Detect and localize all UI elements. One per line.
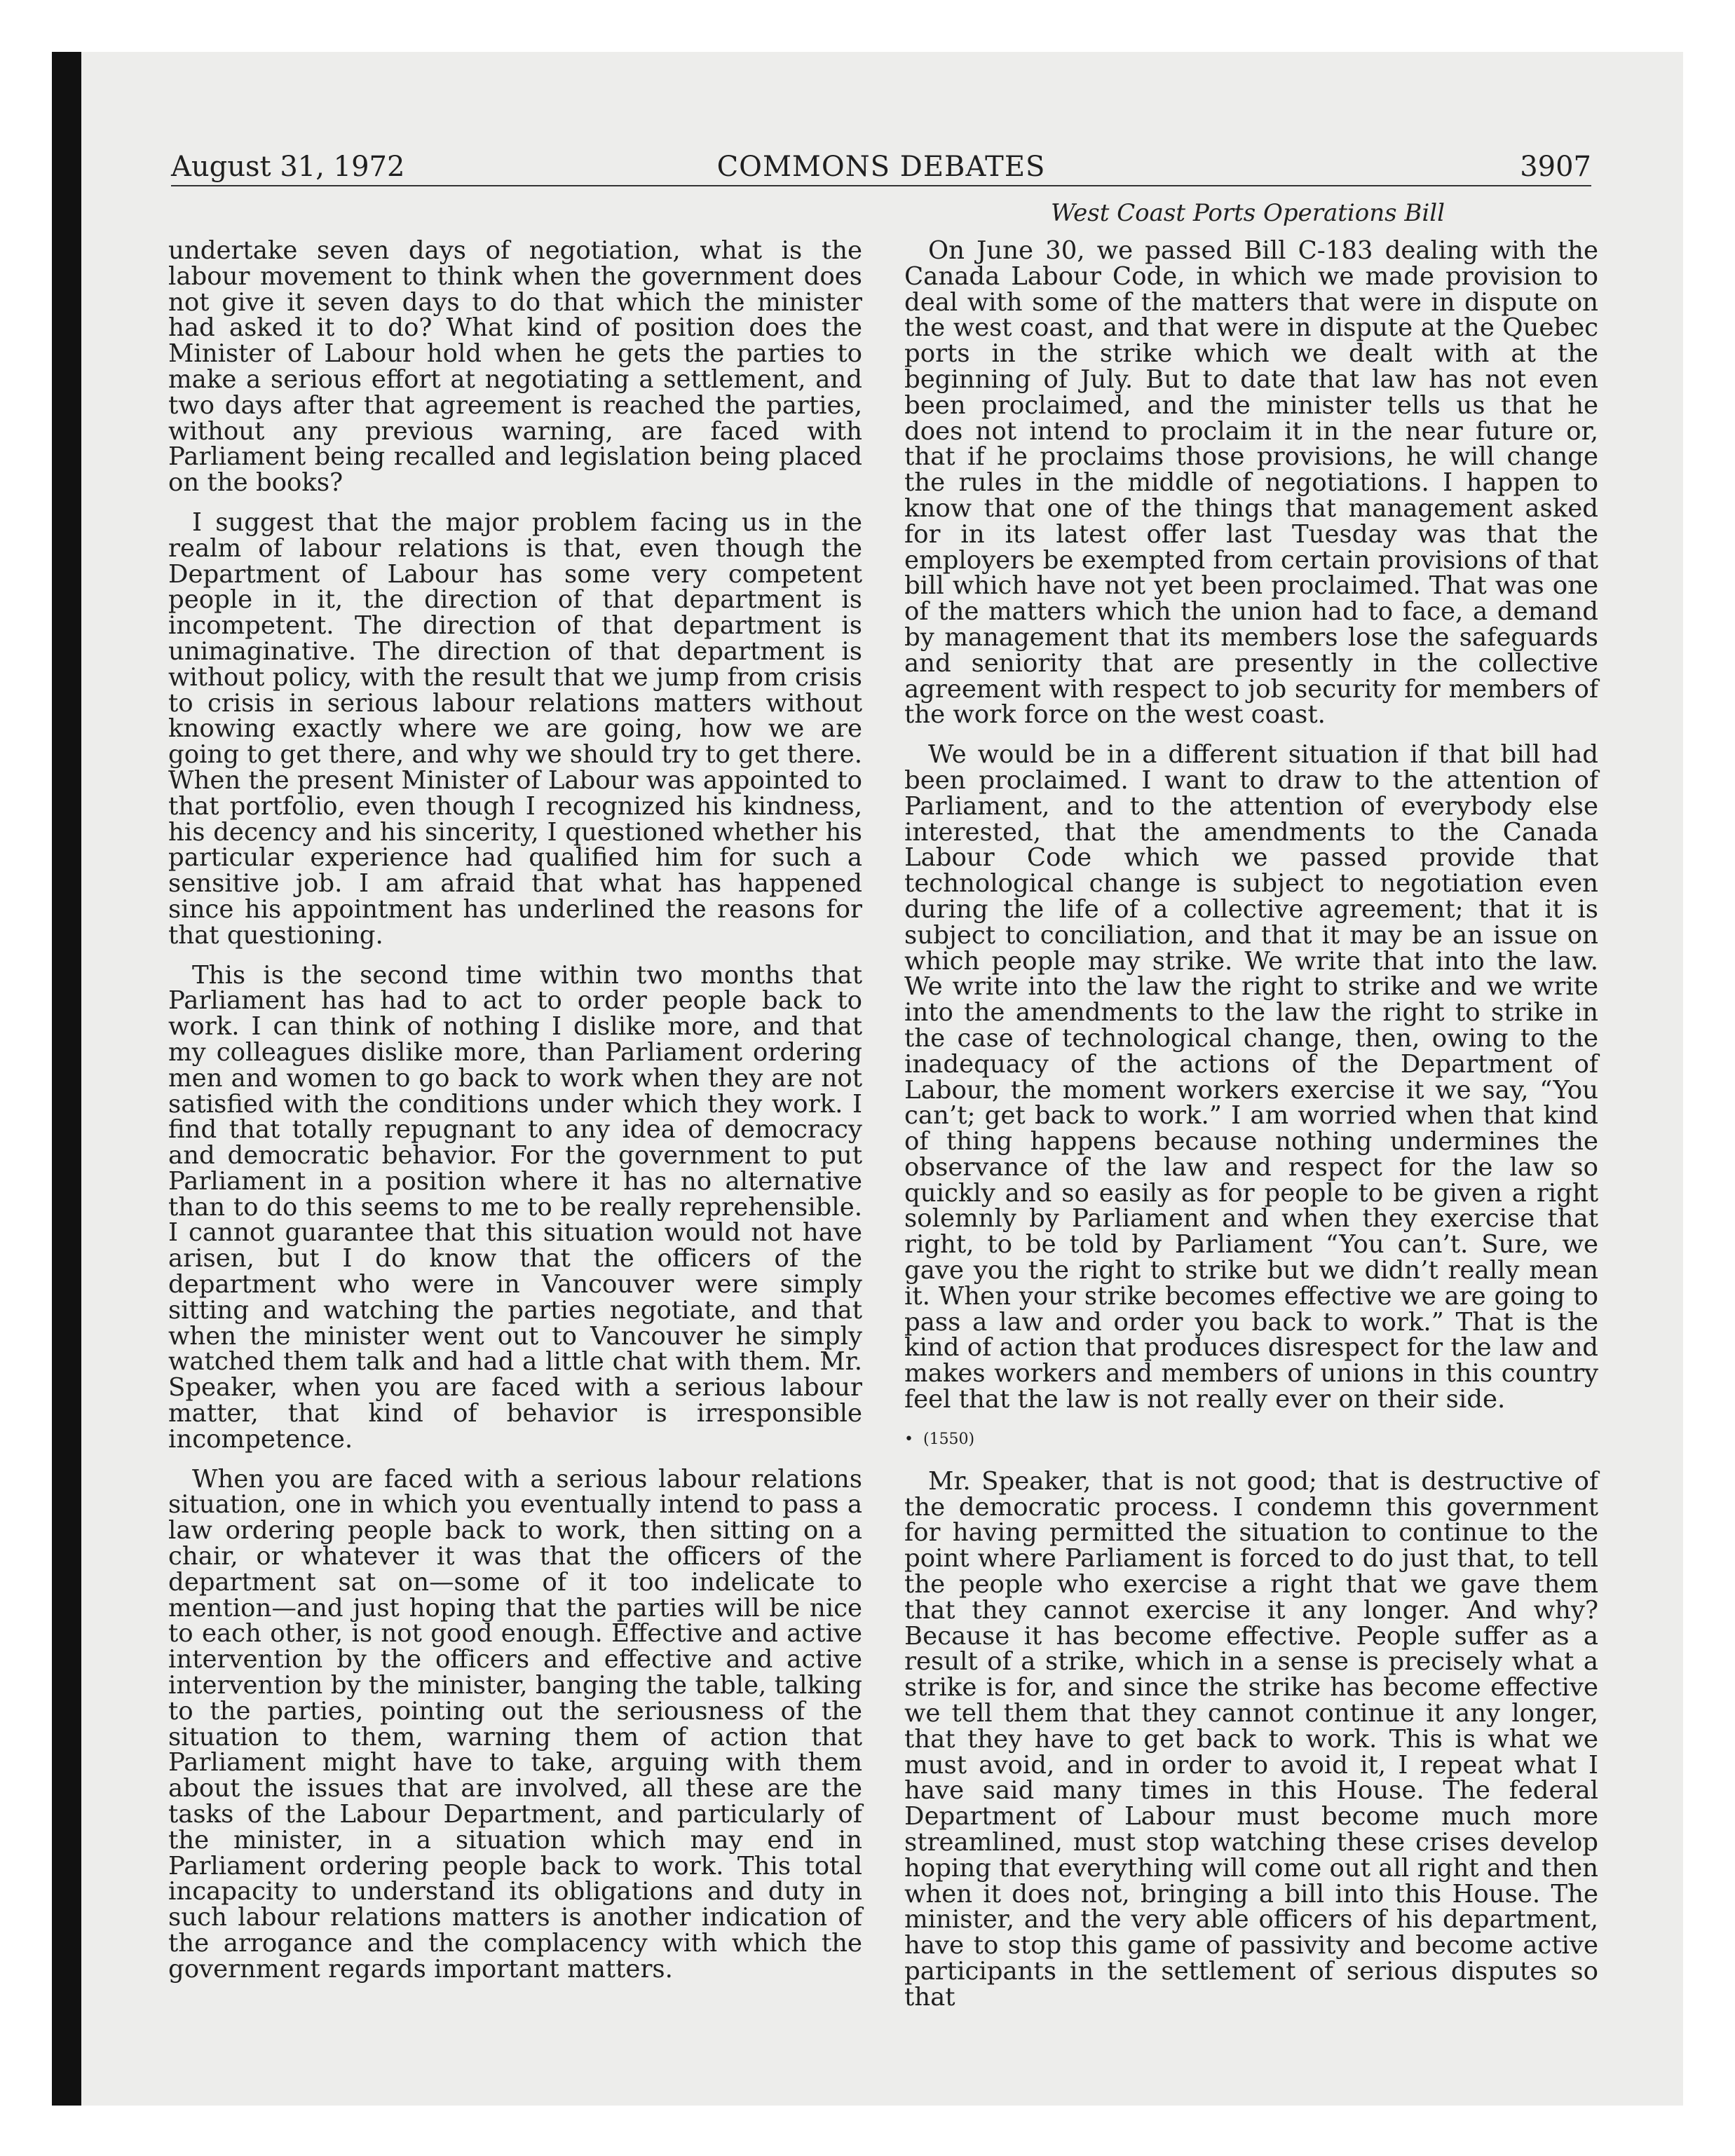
paragraph: undertake seven days of negotiation, what is the labour movement to think when the government does not give it seven days to do that which the minister had asked it to do? What kind of position does the Minister of Labour hold when he gets the parties to make a serious effort at negotiating a settlement, and two days after that agreement is reached the parties, without any previous warning, are faced with Parliament being recalled and legislation being placed on the books? xyxy=(168,236,862,498)
time-marker-label: (1550) xyxy=(923,1430,975,1448)
header-date: August 31, 1972 xyxy=(171,151,405,183)
header-journal-title: COMMONS DEBATES xyxy=(716,151,1046,183)
bullet-icon: • xyxy=(904,1430,913,1448)
paragraph: On June 30, we passed Bill C-183 dealing with the Canada Labour Code, in which we made provision to deal with some of the matters that were in dispute on the west coast, and that were in dispute at the Quebec ports in the strike which we dealt with at the beginning of July. But to date that law has not even been proclaimed, and the minister tells us that he does not intend to proclaim it in the near future or, that if he proclaims those provisions, he will change the rules in the middle of negotiations. I happen to know that one of the things that management asked for in its latest offer last Tuesday was that the employers be exempted from certain provisions of that bill which have not yet been proclaimed. That was one of the matters which the union had to face, a demand by management that its members lose the safeguards and seniority that are presently in the collective agreement with respect to job security for members of the work force on the west coast. xyxy=(904,236,1598,730)
header-page-number: 3907 xyxy=(1520,151,1591,183)
right-column xyxy=(904,238,1598,2025)
paragraph: Mr. Speaker, that is not good; that is destructive of the democratic process. I condemn this government for having permitted the situation to continue to the point where Parliament is forced to do just that, to tell the people who exercise a right that we gave them that they cannot exercise it any longer. And why? Because it has become effective. People suffer as a result of a strike, which in a sense is precisely what a strike is for, and since the strike has become effective we tell them that they cannot continue it any longer, that they have to get back to work. This is what we must avoid, and in order to avoid it, I repeat what I have said many times in this House. The federal Department of Labour must become much more streamlined, must stop watching these crises develop hoping that everything will come out all right and then when it does not, bringing a bill into this House. The minister, and the very able officers of his department, have to stop this game of passivity and become active participants in the settlement of serious disputes so that xyxy=(904,1466,1598,2012)
bill-title: West Coast Ports Operations Bill xyxy=(1050,199,1445,227)
paragraph: I suggest that the major problem facing us in the realm of labour relations is that, even though the Department of Labour has some very competent people in it, the direction of that department is incompetent. The direction of that department is unimaginative. The direction of that department is without policy, with the result that we jump from crisis to crisis in serious labour relations matters without knowing exactly where we are going, how we are going to get there, and why we should try to get there. When the present Minister of Labour was appointed to that portfolio, even though I recognized his kindness, his decency and his sincerity, I questioned whether his particular experience had qualified him for such a sensitive job. I am afraid that what has happened since his appointment has underlined the reasons for that questioning. xyxy=(168,507,862,950)
paragraph: When you are faced with a serious labour relations situation, one in which you eventually intend to pass a law ordering people back to work, then sitting on a chair, or whatever it was that the officers of the department sat on—some of it too indelicate to mention—and just hoping that the parties will be nice to each other, is not good enough. Effective and active intervention by the officers and effective and active intervention by the minister, banging the table, talking to the parties, pointing out the seriousness of the situation to them, warning them of action that Parliament might have to take, arguing with them about the issues that are involved, all these are the tasks of the Labour Department, and particularly of the minister, in a situation which may end in Parliament ordering people back to work. This total incapacity to understand its obligations and duty in such labour relations matters is another indication of the arrogance and the complacency with which the government regards important matters. xyxy=(168,1464,862,1984)
page-header xyxy=(171,149,1591,186)
time-marker xyxy=(904,1427,1598,1452)
paragraph: We would be in a different situation if that bill had been proclaimed. I want to draw to the attention of Parliament, and to the attention of everybody else interested, that the amendments to the Canada Labour Code which we passed provide that technological change is subject to negotiation even during the life of a collective agreement; that it is subject to conciliation, and that it may be an issue on which people may strike. We write that into the law. We write into the law the right to strike and we write into the amendments to the law the right to strike in the case of technological change, then, owing to the inadequacy of the actions of the Department of Labour, the moment workers exercise it we say, “You can’t; get back to work.” I am worried when that kind of thing happens because nothing undermines the observance of the law and respect for the law so quickly and so easily as for people to be given a right solemnly by Parliament and when they exercise that right, to be told by Parliament “You can’t. Sure, we gave you the right to strike but we didn’t really mean it. When your strike becomes effective we are going to pass a law and order you back to work.” That is the kind of action that produces disrespect for the law and makes workers and members of unions in this country feel that the law is not really ever on their side. xyxy=(904,740,1598,1414)
scan-edge-bar xyxy=(52,52,81,2106)
paragraph: This is the second time within two months that Parliament has had to act to order people back to work. I can think of nothing I dislike more, and that my colleagues dislike more, than Parliament ordering men and women to go back to work when they are not satisfied with the conditions under which they work. I find that totally repugnant to any idea of democracy and democratic behavior. For the government to put Parliament in a position where it has no alternative than to do this seems to me to be really reprehensible. I cannot guarantee that this situation would not have arisen, but I do know that the officers of the department who were in Vancouver were simply sitting and watching the parties negotiate, and that when the minister went out to Vancouver he simply watched them talk and had a little chat with them. Mr. Speaker, when you are faced with a serious labour matter, that kind of behavior is irresponsible incompetence. xyxy=(168,960,862,1454)
left-column xyxy=(168,238,862,1997)
